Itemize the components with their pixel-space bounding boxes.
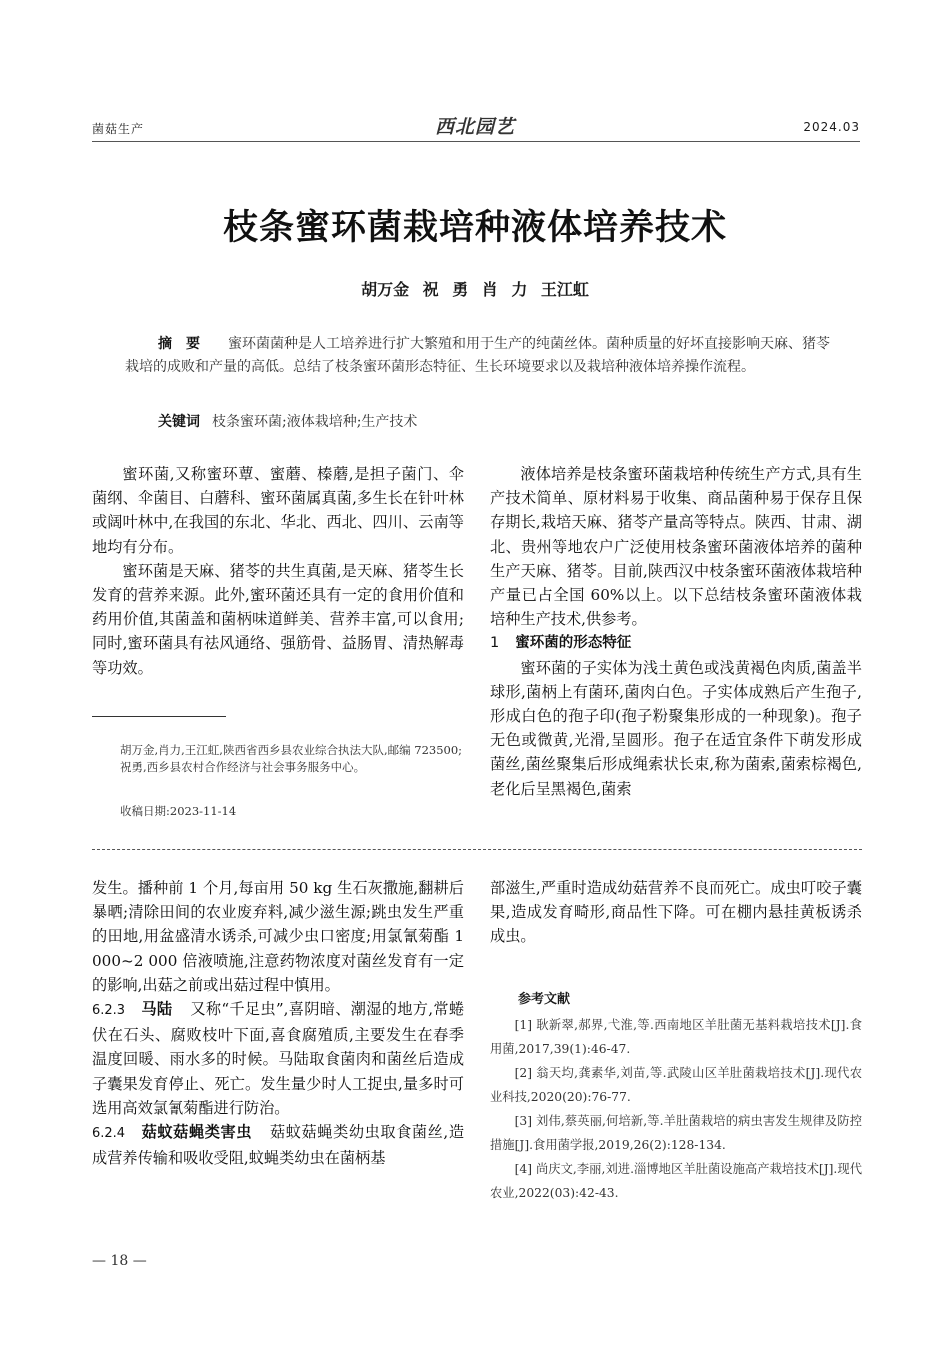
header-issue: 2024.03 — [803, 120, 860, 134]
subsection-6-2-3 — [92, 997, 464, 1120]
section-title: 蜜环菌的形态特征 — [515, 635, 632, 652]
references-title: 参考文献 — [518, 992, 571, 1007]
column-left-bottom — [92, 876, 464, 1170]
footnote-received: 收稿日期:2023-11-14 — [120, 804, 237, 818]
subsection-text: 菇蚊菇蝇类幼虫取食菌丝,造成营养传输和吸收受阻,蚊蝇类幼虫在菌柄基 — [92, 1123, 465, 1168]
paragraph: 蜜环菌,又称蜜环蕈、蜜蘑、榛蘑,是担子菌门、伞菌纲、伞菌目、白蘑科、蜜环菌属真菌,多生长在针叶林或阔叶林中,在我国的东北、华北、西北、四川、云南等地均有分布。 — [92, 465, 464, 556]
paragraph: 液体培养是枝条蜜环菌栽培种传统生产方式,具有生产技术简单、原材料易于收集、商品菌种易于保存且保存期长,栽培天麻、猪苓产量高等特点。陕西、甘肃、湖北、贵州等地农户广泛使用枝条蜜环菌液体培养的菌种生产天麻、猪苓。目前,陕西汉中枝条蜜环菌液体栽培种产量已占全国 60%以上。以下总结枝条蜜环菌液体栽培种生产技术,供参考。 — [490, 465, 862, 629]
keywords — [158, 411, 838, 433]
paragraph: 部滋生,严重时造成幼菇营养不良而死亡。成虫叮咬子囊果,造成发育畸形,商品性下降。可在棚内悬挂黄板诱杀成虫。 — [490, 879, 862, 946]
page-number: — 18 — — [92, 1253, 147, 1269]
journal-logo: 西北园艺 — [434, 116, 515, 138]
section-heading — [490, 631, 862, 655]
keywords-label: 关键词 — [158, 414, 200, 430]
reference-item: [3] 刘伟,蔡英丽,何培新,等.羊肚菌栽培的病虫害发生规律及防控措施[J].食用菌学报,2019,26(2):128-134. — [490, 1114, 862, 1152]
paragraph: 蜜环菌是天麻、猪苓的共生真菌,是天麻、猪苓生长发育的营养来源。此外,蜜环菌还具有一定的食用价值和药用价值,其菌盖和菌柄味道鲜美、营养丰富,可以食用;同时,蜜环菌具有祛风通络、强筋骨、益肠胃、清热解毒等功效。 — [92, 561, 464, 677]
subsection-6-2-4 — [92, 1120, 464, 1170]
column-left-top — [92, 462, 464, 680]
subsection-number: 6.2.3 — [92, 1003, 126, 1019]
paragraph: 发生。播种前 1 个月,每亩用 50 kg 生石灰撒施,翻耕后暴晒;清除田间的农业废弃料,减少滋生源;跳虫发生严重的田地,用盆盛清水诱杀,可减少虫口密度;用氯氰菊酯 1 000~2 000 倍液喷施,注意药物浓度对菌丝发育有一定的影响,出菇之前或出菇过程中慎用。 — [92, 879, 464, 994]
footnote-rule — [92, 716, 226, 717]
column-right-bottom — [490, 876, 862, 949]
subsection-number: 6.2.4 — [92, 1126, 126, 1142]
section-number: 1 — [490, 635, 500, 652]
header-section: 菌菇生产 — [92, 122, 145, 136]
column-right-top — [490, 462, 862, 801]
running-header — [0, 112, 950, 142]
abstract-label: 摘要 — [158, 336, 214, 352]
abstract-text: 蜜环菌菌种是人工培养进行扩大繁殖和用于生产的纯菌丝体。菌种质量的好坏直接影响天麻、猪苓栽培的成败和产量的高低。总结了枝条蜜环菌形态特征、生长环境要求以及栽培种液体培养操作流程。 — [125, 336, 830, 375]
authors: 胡万金 祝 勇 肖 力 王江虹 — [361, 280, 589, 299]
reference-item: [2] 翁天均,龚素华,刘苗,等.武陵山区羊肚菌栽培技术[J].现代农业科技,2020(20):76-77. — [490, 1066, 862, 1104]
footnote-affiliation: 胡万金,肖力,王江虹,陕西省西乡县农业综合执法大队,邮编 723500;祝勇,西乡县农村合作经济与社会事务服务中心。 — [120, 743, 463, 774]
reference-item: [1] 耿新翠,郝界,弋淮,等.西南地区羊肚菌无基料栽培技术[J].食用菌,2017,39(1):46-47. — [490, 1018, 862, 1056]
keywords-text: 枝条蜜环菌;液体栽培种;生产技术 — [212, 414, 418, 430]
references-list — [490, 1013, 862, 1205]
article-title: 枝条蜜环菌栽培种液体培养技术 — [222, 208, 727, 248]
abstract — [125, 333, 830, 379]
subsection-text: 又称“千足虫”,喜阴暗、潮湿的地方,常蜷伏在石头、腐败枝叶下面,喜食腐殖质,主要发生在春季温度回暖、雨水多的时候。马陆取食菌肉和菌丝后造成子囊果发育停止、死亡。发生量少时人工捉虫,量多时可选用高效氯氰菊酯进行防治。 — [92, 1000, 465, 1117]
header-rule — [92, 141, 860, 142]
subsection-name: 马陆 — [141, 1000, 173, 1019]
reference-item: [4] 尚庆文,李丽,刘进.淄博地区羊肚菌设施高产栽培技术[J].现代农业,2022(03):42-43. — [490, 1162, 862, 1200]
subsection-name: 菇蚊菇蝇类害虫 — [141, 1123, 253, 1142]
article-divider — [92, 849, 862, 850]
paragraph: 蜜环菌的子实体为浅土黄色或浅黄褐色肉质,菌盖半球形,菌柄上有菌环,菌肉白色。子实体成熟后产生孢子,形成白色的孢子印(孢子粉聚集形成的一种现象)。孢子无色或微黄,光滑,呈圆形。孢子在适宜条件下萌发形成菌丝,菌丝聚集后形成绳索状长束,称为菌索,菌索棕褐色,老化后呈黑褐色,菌索 — [490, 658, 862, 798]
